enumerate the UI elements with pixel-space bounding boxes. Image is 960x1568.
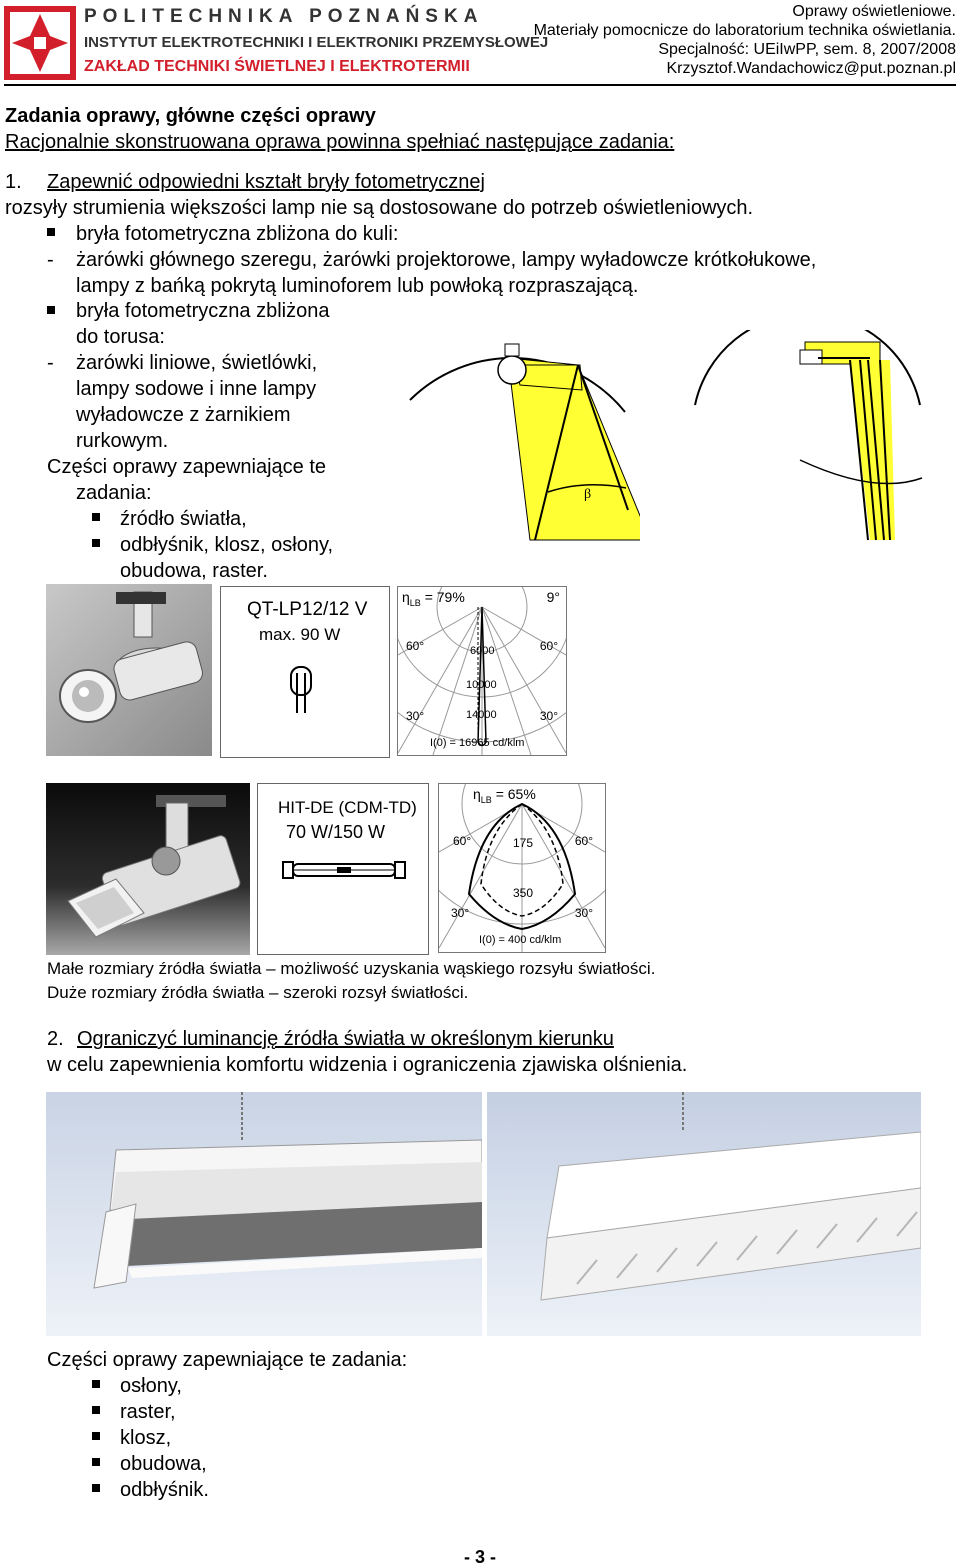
bullet-square bbox=[92, 1406, 100, 1414]
torus-beam-diagram bbox=[690, 330, 925, 550]
angle-30-right: 30° bbox=[574, 906, 593, 920]
task2-desc: w celu zapewnienia komfortu widzenia i ograniczenia zjawiska olśnienia. bbox=[47, 1054, 688, 1076]
parts-heading-2: zadania: bbox=[76, 482, 152, 504]
header-course-title: Oprawy oświetleniowe. bbox=[792, 3, 956, 20]
spotlight-photo-1 bbox=[46, 584, 212, 756]
figure-caption-narrow: Małe rozmiary źródła światła – możliwość uzyskania wąskiego rozsyłu światłości. bbox=[47, 959, 656, 978]
intensity-label: I(0) = 16965 cd/klm bbox=[430, 737, 525, 749]
intensity-label: I(0) = 400 cd/klm bbox=[479, 934, 562, 946]
parts2-item-louver: raster, bbox=[120, 1401, 176, 1423]
lamp2-type: HIT-DE (CDM-TD) bbox=[278, 798, 417, 817]
header-course-desc: Materiały pomocnicze do laboratorium technika oświetlania. bbox=[533, 22, 956, 39]
efficiency-value: = 79% bbox=[424, 589, 465, 605]
eta-symbol: η bbox=[473, 786, 481, 802]
parts2-item-reflector: odbłyśnik. bbox=[120, 1479, 209, 1501]
bullet-square bbox=[47, 306, 55, 314]
lamp2-power: 70 W/150 W bbox=[286, 822, 386, 842]
beta-label: β bbox=[584, 487, 592, 502]
torus-lamps-4: rurkowym. bbox=[76, 430, 169, 452]
bullet-square bbox=[92, 539, 100, 547]
bullet-square bbox=[92, 1432, 100, 1440]
angle-60-left: 60° bbox=[453, 834, 472, 848]
bullet-square bbox=[92, 1458, 100, 1466]
parts-item-source: źródło światła, bbox=[120, 508, 247, 530]
task1-desc: rozsyły strumienia większości lamp nie są dostosowane do potrzeb oświetleniowych. bbox=[5, 197, 754, 219]
dash: - bbox=[47, 249, 54, 271]
task1-number: 1. bbox=[5, 171, 22, 193]
angle-30-right: 30° bbox=[539, 709, 558, 723]
radius-label-2: 350 bbox=[513, 886, 534, 900]
angle-30-left: 30° bbox=[406, 709, 425, 723]
header-email: Krzysztof.Wandachowicz@put.poznan.pl bbox=[666, 60, 956, 77]
parts2-item-diffuser: klosz, bbox=[120, 1427, 172, 1449]
eta-subscript: LB bbox=[480, 794, 492, 805]
eta-subscript: LB bbox=[409, 597, 421, 608]
parts2-heading: Części oprawy zapewniające te zadania: bbox=[47, 1349, 408, 1371]
parts-heading-1: Części oprawy zapewniające te bbox=[47, 456, 327, 478]
bullet-square bbox=[92, 1484, 100, 1492]
torus-bullet-2: do torusa: bbox=[76, 326, 165, 348]
angle-30-left: 30° bbox=[451, 906, 470, 920]
header-rule bbox=[4, 84, 956, 86]
lamp2-spec-box bbox=[257, 783, 429, 955]
sphere-beam-diagram bbox=[400, 330, 640, 550]
department-name: ZAKŁAD TECHNIKI ŚWIETLNEJ I ELEKTROTERMII bbox=[84, 58, 470, 75]
double-ended-lamp-icon bbox=[282, 858, 406, 882]
radius-label-3: 14000 bbox=[466, 709, 497, 721]
figure-caption-wide: Duże rozmiary źródła światła – szeroki rozsył światłości. bbox=[47, 983, 469, 1002]
torus-bullet-1: bryła fotometryczna zbliżona bbox=[76, 300, 330, 322]
radius-label-1: 6000 bbox=[470, 645, 495, 657]
torus-lamps-3: wyładowcze z żarnikiem bbox=[76, 404, 291, 426]
header-specialty: Specjalność: UEiIwPP, sem. 8, 2007/2008 bbox=[658, 41, 956, 58]
angle-60-left: 60° bbox=[406, 639, 425, 653]
page-number: - 3 - bbox=[463, 1547, 496, 1567]
parts2-item-shields: osłony, bbox=[120, 1375, 182, 1397]
institute-name: INSTYTUT ELEKTROTECHNIKI I ELEKTRONIKI PRZEMYSŁOWEJ bbox=[84, 34, 549, 51]
intro-text: Racjonalnie skonstruowana oprawa powinna spełniać następujące zadania: bbox=[5, 131, 675, 153]
capsule-lamp-icon bbox=[283, 665, 319, 715]
lamp1-type: QT-LP12/12 V bbox=[247, 599, 368, 620]
lamp1-power: max. 90 W bbox=[259, 625, 341, 644]
sphere-bullet: bryła fotometryczna zbliżona do kuli: bbox=[76, 223, 399, 245]
angle-60-right: 60° bbox=[539, 639, 558, 653]
lamp1-spec-box bbox=[220, 586, 390, 758]
radius-label-1: 175 bbox=[513, 836, 534, 850]
spotlight-photo-2 bbox=[46, 783, 250, 955]
beam-angle-label: 9° bbox=[546, 589, 560, 605]
task2-number: 2. bbox=[47, 1028, 64, 1050]
polar-diagram-2 bbox=[438, 783, 606, 953]
torus-lamps-2: lampy sodowe i inne lampy bbox=[76, 378, 317, 400]
parts-item-housing: obudowa, raster. bbox=[120, 560, 268, 582]
task1-title: Zapewnić odpowiedni kształt bryły fotometrycznej bbox=[47, 171, 485, 193]
bullet-square bbox=[47, 228, 55, 236]
angle-60-right: 60° bbox=[574, 834, 593, 848]
luminaire-photo-diffuser bbox=[487, 1092, 921, 1336]
task2-title: Ograniczyć luminancję źródła światła w określonym kierunku bbox=[77, 1028, 614, 1050]
parts-item-reflector: odbłyśnik, klosz, osłony, bbox=[120, 534, 334, 556]
parts2-item-housing: obudowa, bbox=[120, 1453, 207, 1475]
dash: - bbox=[47, 352, 54, 374]
sphere-lamps-2: lampy z bańką pokrytą luminoforem lub powłoką rozpraszającą. bbox=[76, 275, 639, 297]
radius-label-2: 10000 bbox=[466, 679, 497, 691]
university-logo bbox=[4, 6, 76, 80]
efficiency-value: = 65% bbox=[495, 786, 536, 802]
torus-lamps-1: żarówki liniowe, świetlówki, bbox=[76, 352, 318, 374]
header-info bbox=[534, 2, 956, 78]
polar-diagram-1 bbox=[397, 586, 567, 756]
institution-name: POLITECHNIKA POZNAŃSKA bbox=[84, 6, 484, 27]
eta-symbol: η bbox=[402, 589, 410, 605]
bullet-square bbox=[92, 1380, 100, 1388]
sphere-lamps-1: żarówki głównego szeregu, żarówki projektorowe, lampy wyładowcze krótkołukowe, bbox=[76, 249, 817, 271]
luminaire-photo-louver bbox=[46, 1092, 482, 1336]
section-title: Zadania oprawy, główne części oprawy bbox=[5, 105, 376, 127]
bullet-square bbox=[92, 513, 100, 521]
